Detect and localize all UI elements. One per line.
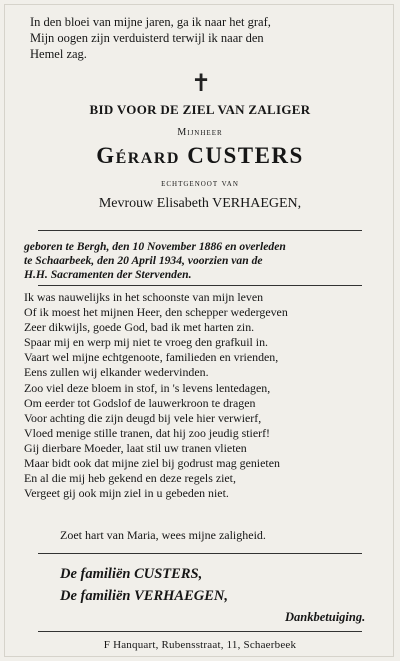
poem-line: Vergeet gij ook mijn ziel in u gebeden niet. bbox=[24, 486, 229, 501]
intro-verse bbox=[30, 14, 380, 62]
spouse-name: Mevrouw Elisabeth VERHAEGEN, bbox=[98, 196, 302, 211]
poem-line: Om eerder tot Godslof de lauwerkroon te dragen bbox=[24, 395, 256, 410]
divider bbox=[38, 631, 362, 632]
life-dates-line: geboren te Bergh, den 10 November 1886 en overleden bbox=[24, 240, 286, 253]
poem-line: Zeer dikwijls, goede God, bad ik met harten zin. bbox=[24, 320, 255, 335]
deceased-name: Gérard CUSTERS bbox=[96, 143, 304, 168]
poem-line: Vloed menige stille tranen, dat hij zoo jeudig stierf! bbox=[24, 425, 270, 440]
life-dates-line: te Schaarbeek, den 20 April 1934, voorzien van de bbox=[24, 254, 263, 267]
poem-line: Gij dierbare Moeder, laat stil uw tranen vlieten bbox=[24, 440, 247, 455]
closing-prayer: Zoet hart van Maria, wees mijne zaligheid. bbox=[60, 528, 266, 542]
poem-line: Of ik moest het mijnen Heer, den schepper wedergeven bbox=[24, 305, 288, 320]
poem-line: Vaart wel mijne echtgenoote, familieden en vrienden, bbox=[24, 350, 279, 365]
poem-line: En al die mij heb gekend en deze regels ziet, bbox=[24, 471, 236, 486]
family-line: De familiën VERHAEGEN, bbox=[60, 588, 228, 604]
divider bbox=[38, 230, 362, 231]
divider bbox=[38, 553, 362, 554]
divider bbox=[38, 285, 362, 286]
poem-line: Maar bidt ook dat mijne ziel bij godrust mag genieten bbox=[24, 456, 280, 471]
life-dates-line: H.H. Sacramenten der Stervenden. bbox=[24, 268, 192, 281]
printer-credit: F Hanquart, Rubensstraat, 11, Schaerbeek bbox=[103, 639, 297, 651]
honorific: Mijnheer bbox=[177, 127, 223, 138]
poem-line: Ik was nauwelijks in het schoonste van mijn leven bbox=[24, 290, 264, 304]
family-line: De familiën CUSTERS, bbox=[60, 566, 203, 582]
poem-line: Spaar mij en werp mij niet te vroeg den grafkuil in. bbox=[24, 335, 269, 350]
thanks-signature: Dankbetuiging. bbox=[285, 610, 366, 624]
spouse-label: echtgenoot van bbox=[161, 178, 239, 189]
intro-line: In den bloei van mijne jaren, ga ik naar het graf, bbox=[30, 15, 271, 29]
intro-line: Hemel zag. bbox=[30, 47, 87, 61]
poem-line: Voor achting die zijn deugd bij vele hier verwierf, bbox=[24, 410, 262, 425]
memorial-poem bbox=[24, 290, 384, 501]
poem-line: Zoo viel deze bloem in stof, in 's levens lentedagen, bbox=[24, 380, 271, 395]
life-dates bbox=[24, 240, 380, 282]
cross-icon: ✝ bbox=[191, 71, 212, 97]
prayer-heading: BID VOOR DE ZIEL VAN ZALIGER bbox=[89, 102, 311, 117]
poem-line: Eens zullen wij elkander wedervinden. bbox=[24, 365, 209, 380]
intro-line: Mijn oogen zijn verduisterd terwijl ik naar den bbox=[30, 31, 264, 45]
